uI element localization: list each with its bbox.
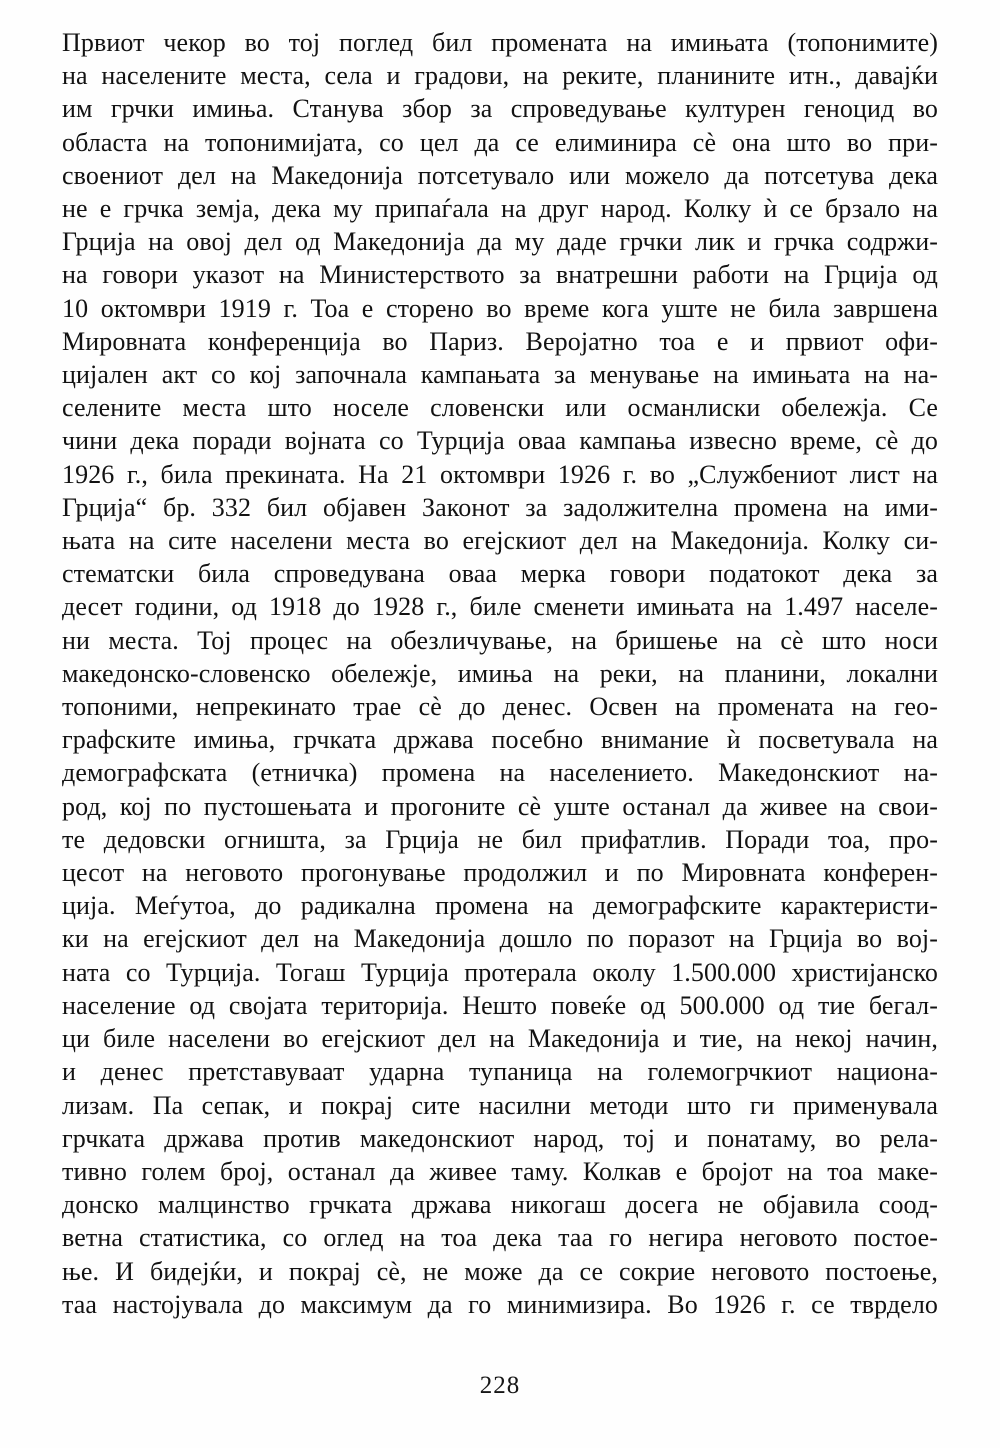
text-line: Мировната конференција во Париз. Веројатно тоа е и првиот офи- <box>62 326 938 356</box>
text-line: 1926 г., била прекината. На 21 октомври 1926 г. во „Службениот лист на <box>62 459 938 489</box>
text-line: цијален акт со кој започнала кампањата за менување на имињата на на- <box>62 360 938 390</box>
text-line: своениот дел на Македонија потсетувало или можело да потсетува дека <box>62 160 938 190</box>
text-line: десет години, од 1918 до 1928 г., биле сменети имињата на 1.497 населе- <box>62 592 938 622</box>
text-line: ветна статистика, со оглед на тоа дека таа го негира неговото постое- <box>62 1223 938 1253</box>
text-line: областа на топонимијата, со цел да се елиминира сè она што во при- <box>62 127 938 157</box>
text-line: Грција на овој дел од Македонија да му даде грчки лик и грчка содржи- <box>62 227 938 257</box>
text-line: лизам. Па сепак, и покрај сите насилни методи што ги применувала <box>62 1090 938 1120</box>
text-line: селените места што носеле словенски или османлиски обележја. Се <box>62 393 938 423</box>
text-line: македонско-словенско обележје, имиња на реки, на планини, локални <box>62 658 938 688</box>
text-line: Грција“ бр. 332 бил објавен Законот за задолжителна промена на ими- <box>62 492 938 522</box>
text-line: топоними, непрекинато трае сè до денес. Освен на промената на гео- <box>62 692 938 722</box>
text-line: цесот на неговото прогонување продолжил и по Мировната конферен- <box>62 858 938 888</box>
page-number: 228 <box>479 1372 521 1399</box>
text-line: ција. Меѓутоа, до радикална промена на демографските карактеристи- <box>62 891 938 921</box>
text-line: графските имиња, грчката држава посебно внимание ѝ посветувала на <box>62 725 938 755</box>
text-line: донско малцинство грчката држава никогаш досега не објавила соод- <box>62 1190 938 1220</box>
text-line: грчката држава против македонскиот народ, тој и понатаму, во рела- <box>62 1123 938 1153</box>
text-line: ње. И бидејќи, и покрај сè, не може да се сокрие неговото постоење, <box>62 1256 938 1286</box>
text-line: демографската (етничка) промена на населението. Македонскиот на- <box>62 758 938 788</box>
text-line: ци биле населени во егејскиот дел на Македонија и тие, на некој начин, <box>62 1024 938 1054</box>
text-line: таа настојувала до максимум да го минимизира. Во 1926 г. се тврдело <box>62 1289 938 1319</box>
text-line: 10 октомври 1919 г. Тоа е сторено во време кога уште не била завршена <box>62 293 938 323</box>
text-line: население од својата територија. Нешто повеќе од 500.000 од тие бегал- <box>62 990 938 1020</box>
text-line: род, кој по пустошењата и прогоните сè уште останал да живее на свои- <box>62 791 938 821</box>
text-line: те дедовски огништа, за Грција не бил прифатлив. Поради тоа, про- <box>62 824 938 854</box>
text-line: на говори указот на Министерството за внатрешни работи на Грција од <box>62 260 938 290</box>
text-line: и денес претставуваат ударна тупаница на големогрчкиот национа- <box>62 1057 938 1087</box>
body-text <box>62 26 938 1321</box>
text-line: ни места. Тој процес на обезличување, на бришење на сè што носи <box>62 625 938 655</box>
text-line: стематски била спроведувана оваа мерка говори податокот дека за <box>62 559 938 589</box>
text-line: чини дека поради војната со Турција оваа кампања извесно време, сè до <box>62 426 938 456</box>
text-line: ки на егејскиот дел на Македонија дошло по поразот на Грција во вој- <box>62 924 938 954</box>
text-line: им грчки имиња. Станува збор за спроведување културен геноцид во <box>62 94 938 124</box>
text-line: не е грчка земја, дека му припаѓала на друг народ. Колку ѝ се брзало на <box>62 194 938 224</box>
text-line: тивно голем број, останал да живее таму. Колкав е бројот на тоа маке- <box>62 1156 938 1186</box>
text-line: Првиот чекор во тој поглед бил промената на имињата (топонимите) <box>62 28 938 57</box>
text-line: на населените места, села и градови, на реките, планините итн., давајќи <box>62 61 938 91</box>
text-line: ната со Турција. Тогаш Турција протерала околу 1.500.000 христијанско <box>62 957 938 987</box>
text-line: њата на сите населени места во егејскиот дел на Македонија. Колку си- <box>62 526 938 556</box>
